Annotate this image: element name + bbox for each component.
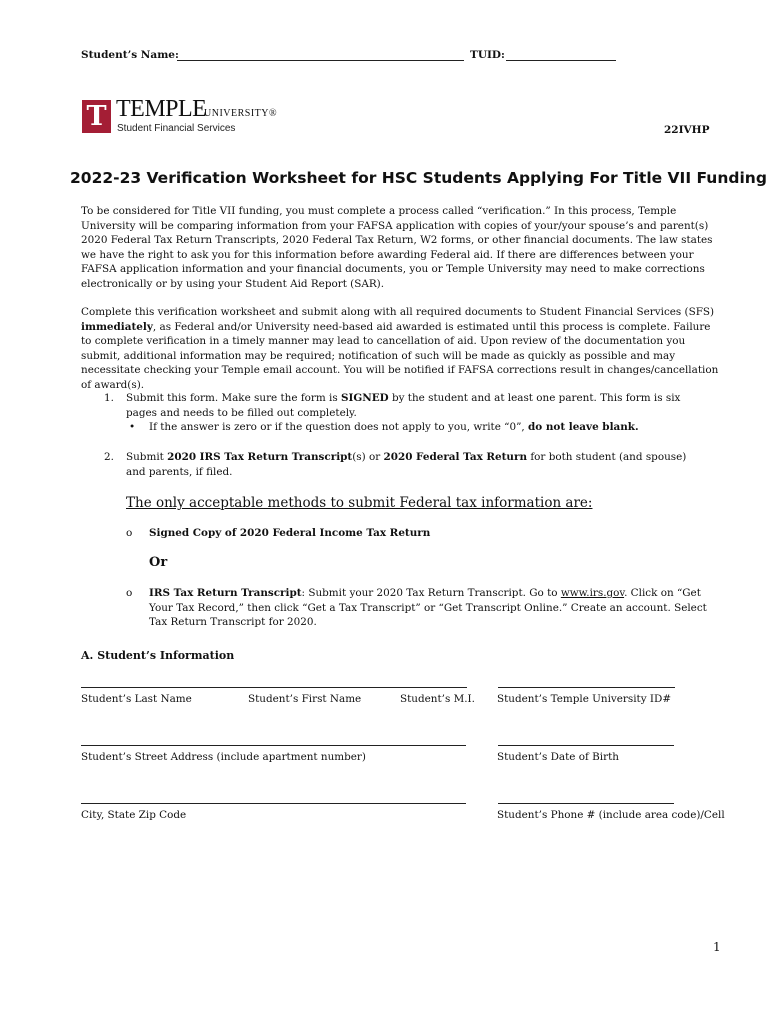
item-2-number: 2. — [104, 451, 114, 463]
tuid-label: TUID: — [470, 49, 505, 61]
street-address-label: Student’s Street Address (include apartment number) — [81, 751, 366, 763]
date-of-birth-field-line[interactable] — [498, 745, 674, 746]
item-2-emphasis-1: 2020 IRS Tax Return Transcript — [167, 451, 353, 463]
intro-paragraph-2-text-a: Complete this verification worksheet and submit along with all required documents to Student Financial Services (SFS) — [81, 306, 715, 318]
item-1-emphasis: SIGNED — [341, 392, 389, 404]
phone-label: Student’s Phone # (include area code)/Cell — [497, 809, 725, 821]
irs-link[interactable]: www.irs.gov — [560, 587, 625, 599]
methods-heading: The only acceptable methods to submit Federal tax information are: — [126, 495, 593, 511]
last-name-label: Student’s Last Name — [81, 693, 192, 705]
item-1-number: 1. — [104, 392, 114, 404]
intro-paragraph-2 — [81, 305, 721, 393]
option-2-text-a: : Submit your 2020 Tax Return Transcript. Go to — [301, 587, 561, 599]
option-2-text-b: . Click on “Get Your Tax Record,” then click “Get a Tax Transcript” or “Get Transcript Online.” Create an account. Select Tax Return Transcript for 2020. — [149, 587, 707, 629]
logo-university-text: UNIVERSITY® — [204, 108, 278, 119]
temple-id-label: Student’s Temple University ID# — [497, 693, 672, 705]
option-2-emphasis: IRS Tax Return Transcript — [149, 587, 302, 599]
item-2-text — [126, 450, 696, 479]
item-2-text-a: Submit — [126, 451, 168, 463]
item-1-text-a: Submit this form. Make sure the form is — [126, 392, 341, 404]
item-1-text — [126, 391, 696, 420]
option-1-text: Signed Copy of 2020 Federal Income Tax Return — [149, 527, 431, 539]
name-field-line[interactable] — [81, 687, 467, 688]
page-title: 2022-23 Verification Worksheet for HSC Students Applying For Title VII Funding — [70, 169, 767, 187]
page-number: 1 — [713, 940, 721, 954]
or-separator: Or — [149, 555, 168, 570]
option-1-marker-icon: o — [126, 527, 133, 539]
city-state-zip-label: City, State Zip Code — [81, 809, 187, 821]
item-1-bullet-emphasis: do not leave blank. — [528, 421, 639, 433]
middle-initial-label: Student’s M.I. — [400, 693, 475, 705]
item-2-text-c: for both student (and spouse) and parents, if filed. — [126, 451, 687, 478]
item-2-emphasis-2: 2020 Federal Tax Return — [383, 451, 528, 463]
student-name-label: Student’s Name: — [81, 49, 179, 61]
temple-id-field-line[interactable] — [498, 687, 675, 688]
street-address-field-line[interactable] — [81, 745, 466, 746]
bullet-icon: • — [129, 421, 136, 433]
item-2-text-b: (s) or — [352, 451, 384, 463]
city-state-zip-field-line[interactable] — [81, 803, 466, 804]
item-1-bullet-text — [149, 420, 709, 435]
first-name-label: Student’s First Name — [248, 693, 362, 705]
option-2-marker-icon: o — [126, 587, 133, 599]
temple-t-icon: T — [86, 101, 107, 132]
item-1-text-b: by the student and at least one parent. This form is six pages and needs to be filled out completely. — [126, 392, 681, 419]
intro-paragraph-1: To be considered for Title VII funding, you must complete a process called “verification.” In this process, Temple University will be comparing information from your FAFSA application with copies of your/your spouse’s and parent(s) 2020 Federal Tax Return Transcripts, 2020 Federal Tax Return, W2 forms, or other financial documents. The law states we have the right to ask you for this information before awarding Federal aid. If there are differences between your FAFSA application information and your financial documents, you or Temple University may need to make corrections electronically or by using your Student Aid Report (SAR). — [81, 205, 713, 290]
form-code: 22IVHP — [664, 124, 710, 136]
logo-temple-text: TEMPLE — [116, 96, 207, 122]
intro-paragraph-2-emphasis: immediately — [81, 320, 153, 333]
option-2-text — [149, 586, 714, 630]
tuid-field[interactable] — [506, 60, 616, 61]
section-a-heading: A. Student’s Information — [81, 649, 235, 662]
date-of-birth-label: Student’s Date of Birth — [497, 751, 619, 763]
phone-field-line[interactable] — [498, 803, 674, 804]
student-name-field[interactable] — [177, 60, 464, 61]
temple-logo-mark — [82, 100, 111, 133]
logo-department-text: Student Financial Services — [117, 123, 236, 134]
item-1-bullet-text-a: If the answer is zero or if the question does not apply to you, write “0”, — [149, 421, 529, 433]
intro-paragraph-2-text-b: , as Federal and/or University need-based aid awarded is estimated until this process is complete. Failure to complete verification in a timely manner may lead to cancellation of aid. Upon review of the documentation you submit, additional information may be required; notification of such will be made as quickly as possible and may necessitate checking your Temple email account. You will be notified if FAFSA corrections result in changes/cancellation of award(s). — [81, 320, 719, 391]
